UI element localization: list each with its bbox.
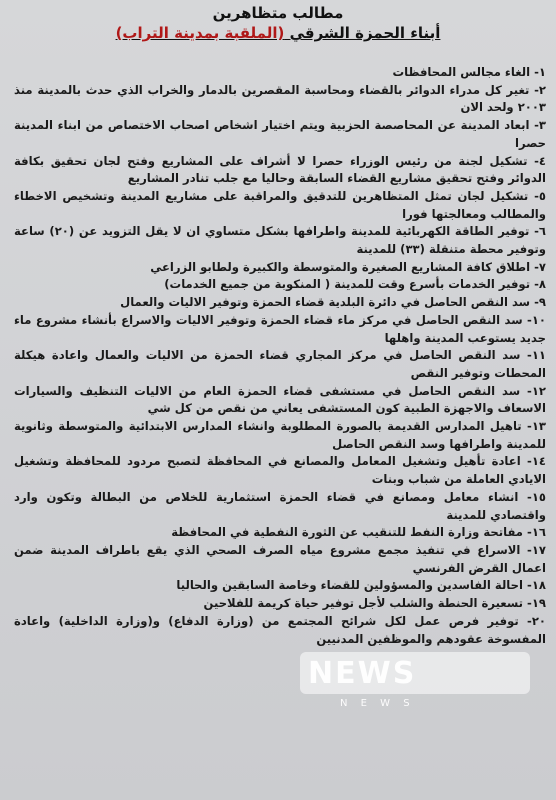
demand-item: ١٢- سد النقص الحاصل في مستشفى قضاء الحمزة العام من الاليات التنظيف والسيارات الاسعاف والاجهزة الطبية كون المستشفى يعاني من نقص من كل شي (14, 383, 546, 416)
demand-item: ٧- اطلاق كافة المشاريع الصغيرة والمتوسطة والكبيرة ولطابو الزراعي (150, 259, 546, 274)
demand-item: ٨- توفير الخدمات بأسرع وقت للمدينة ( المنكوبة من جميع الخدمات) (164, 277, 546, 292)
demand-item: ١٦- مفاتحة وزارة النفط للتنقيب عن الثورة النفطية في المحافظة (171, 525, 546, 540)
watermark-logo: NEWS (308, 656, 417, 691)
demand-item: ٢٠- توفير فرص عمل لكل شرائح المجتمع من (وزارة الدفاع) و(وزارة الداخلية) واعادة المفسوخة عقودهم والموظفين المدنيين (14, 613, 546, 646)
demand-item: ٣- ابعاد المدينة عن المحاصصة الحزبية ويتم اختيار اشخاص اصحاب الاختصاص من ابناء المدينة حصرا (14, 118, 546, 150)
demand-item: ١٩- تسعيرة الحنطة والشلب لأجل توفير حياة كريمة للفلاحين (203, 596, 546, 611)
demand-item: ٦- توفير الطاقة الكهربائية للمدينة واطرافها بشكل متساوي ان لا يقل التزويد عن (٢٠) ساعة وتوفير محطة متنقلة (٣٣) للمدينة (14, 224, 546, 257)
demand-item: ١٣- تاهيل المدارس القديمة بالصورة المطلوبة وانشاء المدارس الابتدائية والمتوسطة وثانوية للمدينة واطرافها وسد النقص الحاصل (14, 419, 546, 451)
document-subtitle (0, 24, 556, 42)
watermark-subtext: N E W S (340, 698, 415, 709)
demand-item: ٥- تشكيل لجان تمثل المتظاهرين للتدقيق والمراقبة على مشاريع المدينة وتشخيص الاخطاء والمطالب ومعالجتها فورا (14, 188, 546, 221)
news-watermark (300, 652, 550, 722)
demand-item: ٢- تغير كل مدراء الدوائر بالقضاء ومحاسبة المقصرين بالدمار والخراب الذي حدث بالمدينة منذ ٢٠٠٣ ولحد الان (14, 82, 546, 115)
demand-item: ٩- سد النقص الحاصل في دائرة البلدية قضاء الحمزة وتوفير الاليات والعمال (120, 295, 546, 310)
demand-item: ١٨- احالة الفاسدين والمسؤولين للقضاء وخاصة السابقين والحاليا (176, 578, 546, 593)
demand-item: ١٠- سد النقص الحاصل في مركز ماء قضاء الحمزة وتوفير الاليات والاسراع بأنشاء مشروع ماء جديد يستوعب المدينة واهلها (14, 312, 546, 345)
demand-item: ١١- سد النقص الحاصل في مركز المجاري قضاء الحمزة من الاليات والعمال واعادة هيكلة المحطات وتوفير النقص (14, 348, 546, 380)
demand-item: ١٤- اعادة تأهيل وتشغيل المعامل والمصانع في المحافظة لتصبح مردود للمحافظة وتشغيل الايادي العاملة من شباب وبنات (14, 454, 546, 487)
document-title: مطالب متظاهرين (212, 4, 344, 22)
demand-item: ١٥- انشاء معامل ومصانع في قضاء الحمزة استثمارية للخلاص من البطالة وتكون وارد واقتصادي للمدينة (14, 489, 546, 522)
demands-list (14, 64, 546, 648)
subtitle-highlight: (الملقبة بمدينة التراب) (115, 24, 285, 42)
subtitle-prefix: أبناء الحمزة الشرقي (284, 24, 441, 42)
demand-item: ١- الغاء مجالس المحافظات (392, 65, 546, 79)
demand-item: ٤- تشكيل لجنة من رئيس الوزراء حصرا لا أشراف على المشاريع وفتح لجان تحقيق بكافة الدوائر وفتح تحقيق مشاريع القضاء السابقة وحاليا مع جلب تنادر المشاريع (14, 153, 546, 186)
demand-item: ١٧- الاسراع في تنفيذ مجمع مشروع مياه الصرف الصحي الذي يقع باطراف المدينة ضمن اعمال القرض الفرنسي (14, 542, 546, 575)
